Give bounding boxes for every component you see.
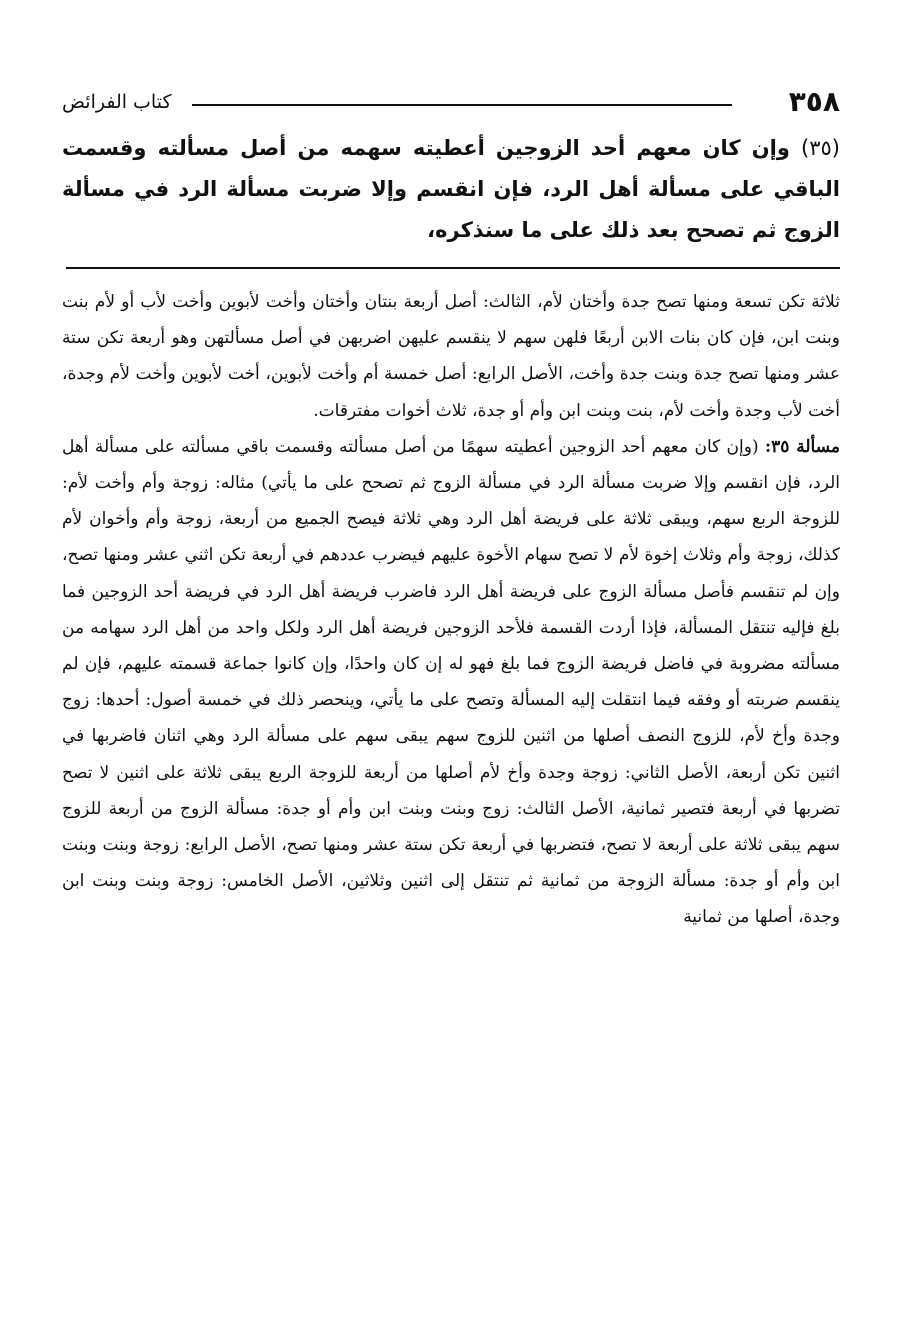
page-number: ٣٥٨ <box>788 85 840 118</box>
sharh-commentary <box>62 284 840 936</box>
masala-text: (وإن كان معهم أحد الزوجين أعطيته سهمًا من أصل مسألته وقسمت باقي مسألته على مسألة أهل الرد، فإن انقسم وإلا ضربت مسألة الرد في مسألة الزوج ثم تصحح على ما يأتي) مثاله: زوجة وأم وأخت لأم: للزوجة الربع سهم، ويبقى ثلاثة على فريضة أهل الرد وهي ثلاثة فيصح الجميع من أربعة، زوجة وأم وأخوان لأم كذلك، زوجة وأم وثلاث إخوة لأم لا تصح سهام الأخوة عليهم فيضرب عددهم في أربعة تكن اثني عشر ومنها تصح، وإن لم تنقسم فأصل مسألة الزوج على فريضة أهل الرد فاضرب فريضة أهل الرد في فريضة أحد الزوجين فما بلغ فإليه تنتقل المسألة، فإذا أردت القسمة فلأحد الزوجين فريضة أهل الرد ولكل واحد من أهل الرد سهامه من مسألته مضروبة في فاضل فريضة الزوج فما بلغ فهو له إن كان واحدًا، وإن كانوا جماعة قسمته عليهم، فإن لم ينقسم ضربته أو وفقه فيما انتقلت إليه المسألة وتصح على ما يأتي، وينحصر ذلك في خمسة أصول: أحدها: زوج وجدة وأخ لأم، للزوج النصف أصلها من اثنين للزوج سهم يبقى سهم على مسألة الرد وهي اثنان فاضربها في اثنين تكن أربعة، الأصل الثاني: زوجة وجدة وأخ لأم أصلها من أربعة للزوجة الربع يبقى ثلاثة على اثنين لا تصح تضربها في أربعة فتصير ثمانية، الأصل الثالث: زوج وبنت وبنت ابن وأم أو جدة: مسألة الزوج من أربعة للزوج سهم يبقى ثلاثة على أربعة لا تصح، فتضربها في أربعة تكن ستة عشر ومنها تصح، الأصل الرابع: زوجة وبنت وبنت ابن وأم أو جدة: مسألة الزوجة من ثمانية ثم تنتقل إلى اثنين وثلاثين، الأصل الخامس: زوجة وبنت وبنت ابن وجدة، أصلها من ثمانية <box>62 436 841 928</box>
book-title: كتاب الفرائض <box>62 91 172 113</box>
matn-number: (٣٥) <box>801 136 840 160</box>
sharh-paragraph-1: ثلاثة تكن تسعة ومنها تصح جدة وأختان لأم، الثالث: أصل أربعة بنتان وأختان وأخت لأبوين وأخت لأب أو لأم بنت وبنت ابن، فإن كان بنات الابن أربعًا فلهن سهم لا ينقسم عليهن اضربهن في أصل مسألتهن وهو أربعة تكن ستة عشر ومنها تصح جدة وبنت جدة وأخت، الأصل الرابع: أصل خمسة أم وأخت لأبوين، أخت لأبوين وأخت لأم وجدة، أخت لأب وجدة وأخت لأم، بنت وبنت ابن وأم أو جدة، ثلاث أخوات مفترقات. <box>62 292 840 421</box>
matn-text-block <box>62 128 840 251</box>
masala-label: مسألة ٣٥: <box>764 436 840 457</box>
page-header <box>62 82 840 122</box>
sharh-paragraph-2 <box>62 429 840 936</box>
section-separator <box>66 267 840 269</box>
header-rule <box>192 104 732 106</box>
matn-text: وإن كان معهم أحد الزوجين أعطيته سهمه من أصل مسألته وقسمت الباقي على مسألة أهل الرد، فإن انقسم وإلا ضربت مسألة الرد في مسألة الزوج ثم تصحح بعد ذلك على ما سنذكره، <box>62 136 840 242</box>
